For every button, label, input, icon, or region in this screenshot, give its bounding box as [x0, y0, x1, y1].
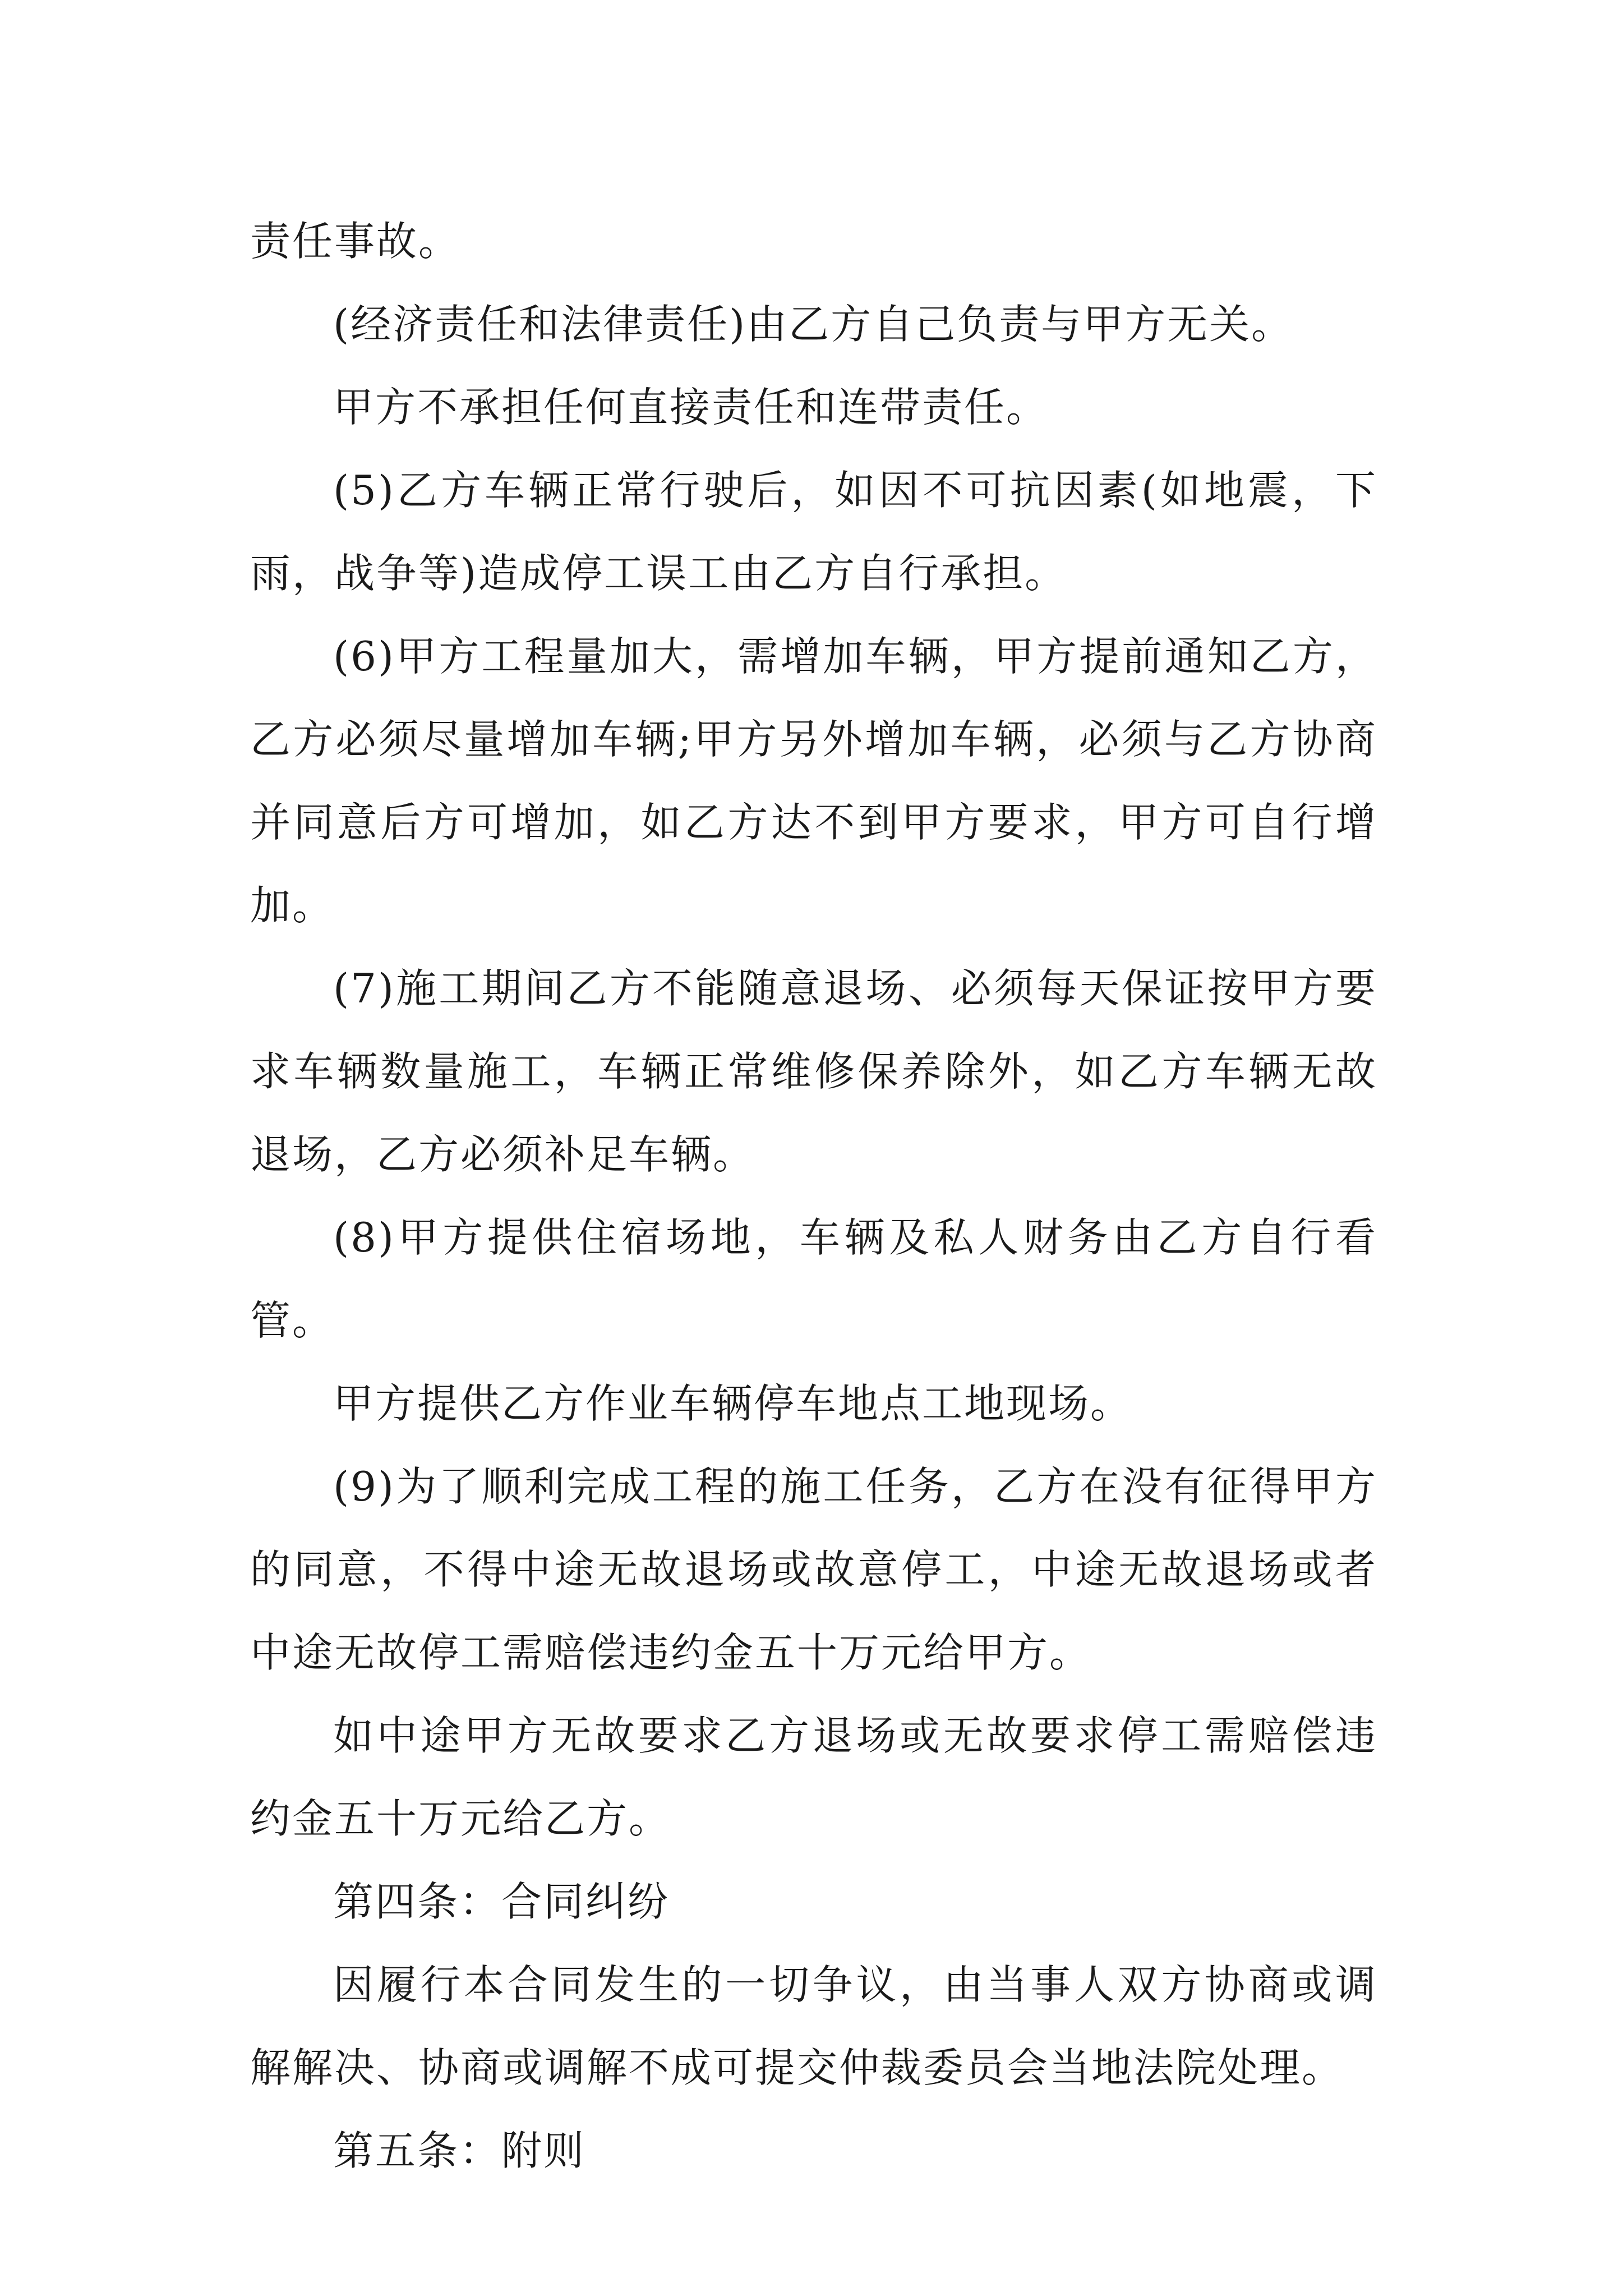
paragraph: (8)甲方提供住宿场地，车辆及私人财务由乙方自行看管。	[250, 1214, 1377, 1344]
paragraph: (9)为了顺利完成工程的施工任务，乙方在没有征得甲方的同意，不得中途无故退场或故意停工，中途无故退场或者中途无故停工需赔偿违约金五十万元给甲方。	[250, 1463, 1377, 1676]
paragraph: (6)甲方工程量加大，需增加车辆，甲方提前通知乙方，乙方必须尽量增加车辆;甲方另外增加车辆，必须与乙方协商并同意后方可增加，如乙方达不到甲方要求，甲方可自行增加。	[250, 633, 1377, 929]
paragraph: 因履行本合同发生的一切争议，由当事人双方协商或调解解决、协商或调解不成可提交仲裁委员会当地法院处理。	[250, 1961, 1377, 2091]
document-body	[250, 200, 1377, 2192]
paragraph: 甲方提供乙方作业车辆停车地点工地现场。	[333, 1380, 1133, 1427]
paragraph: (7)施工期间乙方不能随意退场、必须每天保证按甲方要求车辆数量施工，车辆正常维修保养除外，如乙方车辆无故退场，乙方必须补足车辆。	[250, 965, 1377, 1178]
section-heading: 第四条：合同纠纷	[333, 1878, 670, 1925]
paragraph: (5)乙方车辆正常行驶后，如因不可抗因素(如地震，下雨，战争等)造成停工误工由乙方自行承担。	[250, 467, 1377, 597]
paragraph: (经济责任和法律责任)由乙方自己负责与甲方无关。	[333, 301, 1294, 348]
paragraph: 责任事故。	[250, 218, 461, 265]
paragraph: 甲方不承担任何直接责任和连带责任。	[333, 384, 1049, 431]
paragraph: 如中途甲方无故要求乙方退场或无故要求停工需赔偿违约金五十万元给乙方。	[250, 1712, 1377, 1842]
section-heading: 第五条：附则	[333, 2127, 586, 2174]
